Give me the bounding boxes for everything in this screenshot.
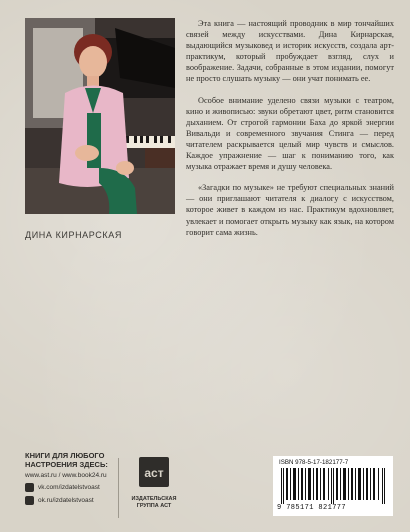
barcode-digits: 9 785171 821777 [277,504,347,512]
publisher-logo [131,455,177,515]
annotation-paragraph: «Загадки по музыке» не требуют специальных знаний — они приглашают читателя к диалогу с искусством, которое живет в каждом из нас. Практикум вдохновляет, увлекает и помогает открыть музыку как язык, на котором говорит сама жизнь. [186,183,394,237]
vk-icon [25,483,34,492]
books-heading-line2: НАСТРОЕНИЯ ЗДЕСЬ: [25,460,108,469]
logo-caption-line1: ИЗДАТЕЛЬСКАЯ [131,496,177,502]
logo-mark: аст [144,466,164,480]
isbn: ISBN 978-5-17-182177-7 [279,459,349,466]
logo-caption-line2: ГРУППА АСТ [136,503,172,509]
logo-caption [131,496,177,510]
ast-logo-icon [131,455,177,491]
publisher-website[interactable]: www.ast.ru / www.book24.ru [25,472,107,479]
social-ok[interactable] [25,496,125,505]
annotation-paragraph: Эта книга — настоящий проводник в мир тончайших связей между искусствами. Дина Кирнарская, выдающийся музыковед и историк искусств, создала арт-практикум, который пробуждает взгляд, слух и воображение. Задачи, собранные в этом издании, помогут не просто слушать музыку — они учат понимать ее. [186,19,394,84]
social-vk[interactable] [25,483,125,492]
author-photo [25,18,175,214]
author-name: ДИНА КИРНАРСКАЯ [25,230,122,240]
social-ok-link[interactable]: ok.ru/izdatelstvoast [38,497,94,504]
publisher-info [25,451,125,505]
books-heading-line1: КНИГИ ДЛЯ ЛЮБОГО [25,451,105,460]
barcode [273,456,393,516]
barcode-bars [281,468,385,504]
annotation-text [186,18,394,248]
author-photo-illustration [25,18,175,214]
ok-icon [25,496,34,505]
books-heading [25,451,125,469]
footer-divider [118,458,119,518]
social-vk-link[interactable]: vk.com/izdatelstvoast [38,484,100,491]
annotation-paragraph: Особое внимание уделено связи музыки с театром, кино и живописью: звуки обретают цвет, ритм становится дыханием. От строгой гармонии Баха до яркой энергии Вивальди и современного звучания Стинга — перед читателем раскрывается целый мир чувств и смыслов. Каждое упражнение — шаг к пониманию того, как музыка отражает время и душу человека. [186,95,394,172]
